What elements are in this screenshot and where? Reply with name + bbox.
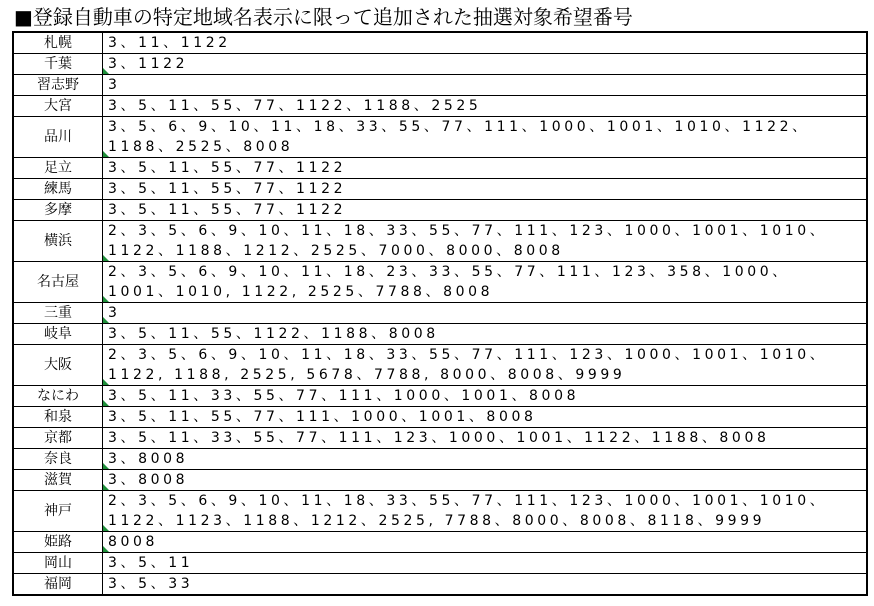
cell-flag-icon: [103, 484, 109, 490]
cell-flag-icon: [103, 151, 109, 157]
numbers-text: 3、5、33: [108, 576, 194, 592]
numbers-text: 3、8008: [108, 472, 189, 488]
table-row: [13, 221, 867, 262]
region-cell: 品川: [13, 117, 103, 158]
table-row: [13, 449, 867, 470]
numbers-cell: [103, 553, 868, 574]
numbers-text: 3、5、6、9、10、11、18、33、55、77、111、1000、1001、1010、1122、 1188、2525、8008: [108, 119, 810, 155]
table-row: [13, 407, 867, 428]
region-cell: 神戸: [13, 491, 103, 532]
numbers-cell: [103, 532, 868, 553]
table-row: [13, 574, 867, 596]
numbers-text: 3: [108, 305, 121, 321]
lottery-number-table: [12, 31, 868, 596]
numbers-cell: [103, 262, 868, 303]
region-cell: 横浜: [13, 221, 103, 262]
numbers-cell: [103, 324, 868, 345]
page-title: ■登録自動車の特定地域名表示に限って追加された抽選対象希望番号: [14, 5, 633, 29]
table-row: [13, 96, 867, 117]
cell-flag-icon: [103, 68, 109, 74]
numbers-text: 3、8008: [108, 451, 189, 467]
numbers-cell: [103, 32, 868, 54]
numbers-cell: [103, 428, 868, 449]
numbers-text: 3、5、11、55、77、1122: [108, 181, 347, 197]
numbers-cell: [103, 491, 868, 532]
numbers-text: 3、5、11、55、77、1122: [108, 160, 347, 176]
numbers-cell: [103, 96, 868, 117]
region-cell: 福岡: [13, 574, 103, 596]
cell-flag-icon: [103, 546, 109, 552]
table-row: [13, 470, 867, 491]
table-row: [13, 428, 867, 449]
region-cell: 練馬: [13, 179, 103, 200]
numbers-text: 2、3、5、6、9、10、11、18、33、55、77、111、123、1000、1001、1010、 1122、1123、1188、1212、2525, 7788、8000、8008、8118、9999: [108, 493, 828, 529]
numbers-cell: [103, 303, 868, 324]
table-row: [13, 491, 867, 532]
numbers-text: 3、5、11、55、77、1122、1188、2525: [108, 98, 482, 114]
numbers-text: 2、3、5、6、9、10、11、18、23、33、55、77、111、123、358、1000、 1001、1010, 1122, 2525、7788、8008: [108, 264, 790, 300]
region-cell: 習志野: [13, 75, 103, 96]
region-cell: 大宮: [13, 96, 103, 117]
numbers-cell: [103, 407, 868, 428]
table-row: [13, 200, 867, 221]
cell-flag-icon: [103, 400, 109, 406]
table-row: [13, 179, 867, 200]
region-cell: 三重: [13, 303, 103, 324]
numbers-cell: [103, 470, 868, 491]
numbers-text: 2、3、5、6、9、10、11、18、33、55、77、111、123、1000、1001、1010、 1122, 1188, 2525, 5678、7788, 8000、8008、9999: [108, 347, 828, 383]
numbers-text: 3、5、11、55、77、1122: [108, 202, 347, 218]
numbers-cell: [103, 54, 868, 75]
numbers-text: 3: [108, 77, 121, 93]
numbers-text: 3、5、11、33、55、77、111、123、1000、1001、1122、1188、8008: [108, 430, 770, 446]
region-cell: 岐阜: [13, 324, 103, 345]
numbers-text: 3、5、11、55、1122、1188、8008: [108, 326, 439, 342]
numbers-cell: [103, 117, 868, 158]
numbers-cell: [103, 449, 868, 470]
table-row: [13, 32, 867, 54]
cell-flag-icon: [103, 525, 109, 531]
numbers-cell: [103, 75, 868, 96]
table-row: [13, 303, 867, 324]
numbers-cell: [103, 574, 868, 596]
table-row: [13, 324, 867, 345]
table-row: [13, 158, 867, 179]
region-cell: 名古屋: [13, 262, 103, 303]
cell-flag-icon: [103, 379, 109, 385]
table-row: [13, 345, 867, 386]
table-row: [13, 54, 867, 75]
table-row: [13, 262, 867, 303]
table-body: [13, 32, 867, 595]
region-cell: 札幌: [13, 32, 103, 54]
cell-flag-icon: [103, 463, 109, 469]
region-cell: 京都: [13, 428, 103, 449]
numbers-cell: [103, 179, 868, 200]
numbers-text: 8008: [108, 534, 159, 550]
table-row: [13, 553, 867, 574]
numbers-text: 3、5、11、33、55、77、111、1000、1001、8008: [108, 388, 580, 404]
numbers-text: 2、3、5、6、9、10、11、18、33、55、77、111、123、1000、1001、1010、 1122、1188、1212、2525、7000、8000、8008: [108, 223, 828, 259]
numbers-text: 3、11、1122: [108, 35, 231, 51]
cell-flag-icon: [103, 296, 109, 302]
region-cell: 姫路: [13, 532, 103, 553]
region-cell: なにわ: [13, 386, 103, 407]
region-cell: 千葉: [13, 54, 103, 75]
region-cell: 岡山: [13, 553, 103, 574]
numbers-cell: [103, 200, 868, 221]
region-cell: 大阪: [13, 345, 103, 386]
table-row: [13, 117, 867, 158]
region-cell: 滋賀: [13, 470, 103, 491]
region-cell: 和泉: [13, 407, 103, 428]
numbers-text: 3、5、11: [108, 555, 194, 571]
numbers-text: 3、5、11、55、77、111、1000、1001、8008: [108, 409, 537, 425]
region-cell: 足立: [13, 158, 103, 179]
region-cell: 多摩: [13, 200, 103, 221]
region-cell: 奈良: [13, 449, 103, 470]
cell-flag-icon: [103, 317, 109, 323]
numbers-cell: [103, 158, 868, 179]
table-row: [13, 532, 867, 553]
table-row: [13, 386, 867, 407]
cell-flag-icon: [103, 255, 109, 261]
numbers-text: 3、1122: [108, 56, 189, 72]
table-row: [13, 75, 867, 96]
numbers-cell: [103, 345, 868, 386]
numbers-cell: [103, 221, 868, 262]
numbers-cell: [103, 386, 868, 407]
